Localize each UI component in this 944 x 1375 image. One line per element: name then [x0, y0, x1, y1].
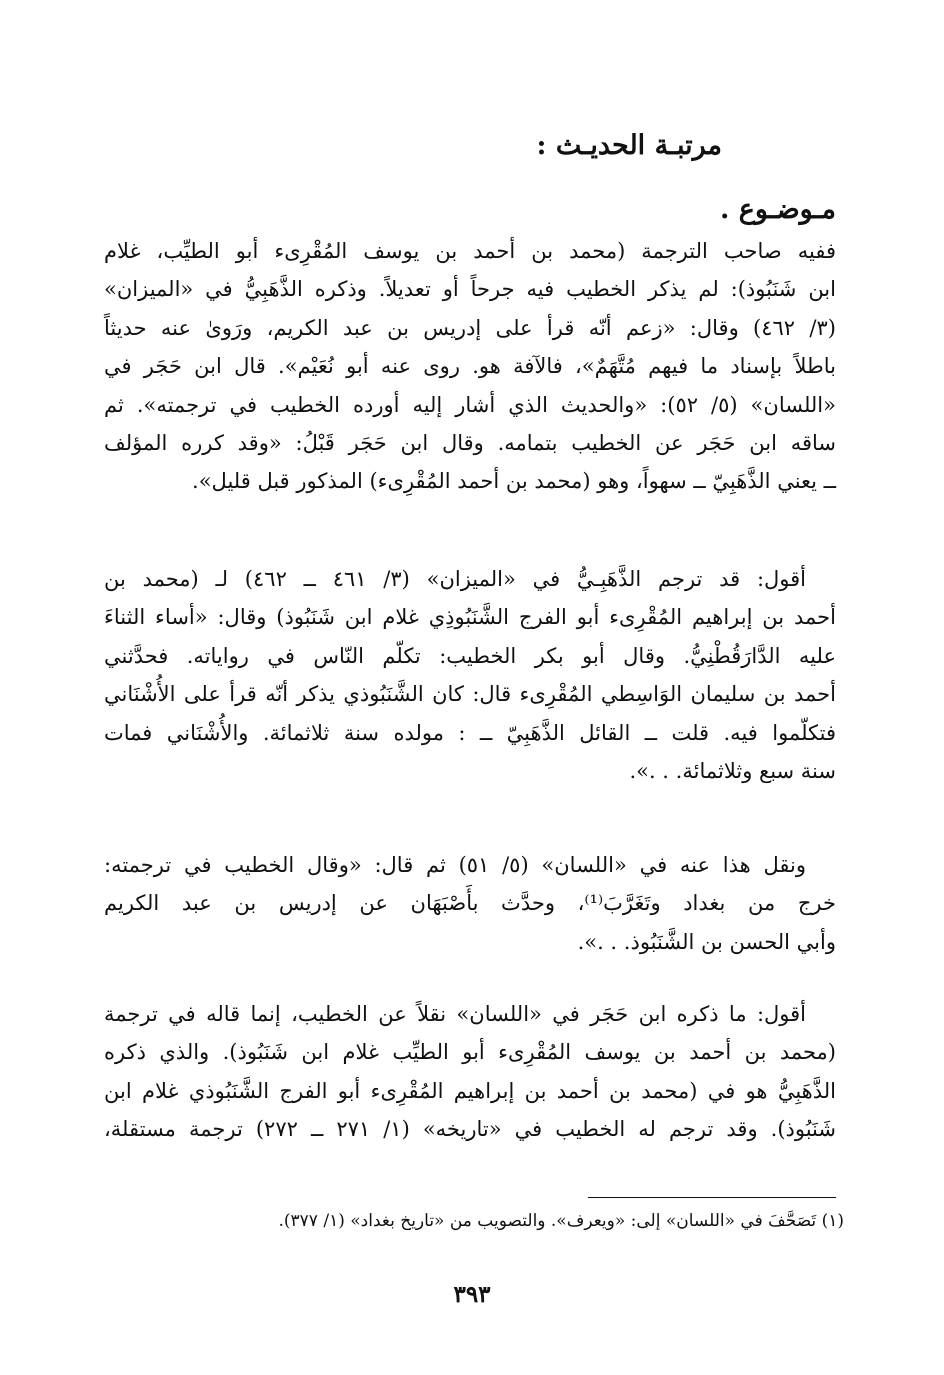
hadith-verdict: مـوضـوع . — [719, 194, 836, 225]
paragraph-3 — [104, 846, 836, 961]
text-line: أقول: قد ترجم الذَّهَبِـيُّ في «الميزان» (٣/ ٤٦١ ــ ٤٦٢) لـ (محمد بن — [104, 567, 807, 591]
text-line: (محمد بن أحمد بن يوسف المُقْرِىء أبو الطيِّب غلام ابن شَنَبُوذ). والذي ذكره — [104, 1040, 836, 1065]
text-line: فتكلّموا فيه. قلت ــ القائل الذَّهَبِيّ ــ : مولده سنة ثلاثمائة. والأُشْنَاني فمات — [104, 720, 836, 745]
paragraph-1 — [104, 232, 836, 501]
paragraph-4 — [104, 995, 836, 1149]
text-line: ــ يعني الذَّهَبِيّ ــ سهواً، وهو (محمد بن أحمد المُقْرِىء) المذكور قبل قليل». — [192, 469, 836, 494]
footnote-separator — [588, 1197, 836, 1198]
text-line: ساقه ابن حَجَر عن الخطيب بتمامه. وقال ابن حَجَر قَبْلُ: «وقد كرره المؤلف — [104, 431, 836, 456]
section-heading: مرتبـة الحديـث : — [536, 130, 722, 161]
text-line: أحمد بن إبراهيم المُقْرِىء أبو الفرج الشَّنَبُوذِي غلام ابن شَنَبُوذ) وقال: «أساء الثناءَ — [104, 605, 836, 630]
text-line: شَنَبُوذ). وقد ترجم له الخطيب في «تاريخه» (١/ ٢٧١ ــ ٢٧٢) ترجمة مستقلة، — [104, 1117, 836, 1142]
page-number: ٣٩٣ — [453, 1281, 491, 1308]
footnote: (١) تَصَحَّفَ في «اللسان» إلى: «ويعرف». والتصويب من «تاريخ بغداد» (١/ ٣٧٧). — [278, 1211, 844, 1231]
text-line: ونقل هذا عنه في «اللسان» (٥/ ٥١) ثم قال: «وقال الخطيب في ترجمته: — [104, 853, 806, 877]
text-line: خرج من بغداد وتَغَرَّبَ⁽¹⁾، وحدَّث بأَصْبَهَان عن إدريس بن عبد الكريم — [104, 891, 836, 916]
paragraph-2 — [104, 560, 836, 790]
text-line: سنة سبع وثلاثمائة. . .». — [629, 759, 836, 784]
text-line: باطلاً بإسناد ما فيهم مُتَّهَمٌ»، فالآفة هو. روى عنه أبو نُعَيْم». قال ابن حَجَر في — [104, 354, 836, 379]
text-line: عليه الدَّارَقُطْنِيُّ. وقال أبو بكر الخطيب: تكلّم النّاس في رواياته. فحدَّثني — [104, 643, 836, 668]
text-line: أحمد بن سليمان الوَاسِطي المُقْرِىء قال: كان الشَّنَبُوذي يذكر أنّه قرأ على الأُشْنَاني — [104, 682, 836, 707]
text-line: (٣/ ٤٦٢) وقال: «زعم أنّه قرأ على إدريس بن عبد الكريم، ورَوىٰ عنه حديثاً — [104, 315, 836, 340]
text-line: وأبي الحسن بن الشَّنَبُوذ. . .». — [577, 929, 836, 954]
text-line: أقول: ما ذكره ابن حَجَر في «اللسان» نقلاً عن الخطيب، إنما قاله في ترجمة — [104, 1002, 806, 1026]
text-line: ابن شَنَبُوذ): لم يذكر الخطيب فيه جرحاً أو تعديلاً. وذكره الذَّهَبِيُّ في «الميزان» — [104, 277, 836, 302]
text-line: الذَّهَبِيُّ هو في (محمد بن أحمد بن إبراهيم المُقْرِىء أبو الفرج الشَّنَبُوذي غلام ابن — [104, 1078, 836, 1103]
text-line: «اللسان» (٥/ ٥٢): «والحديث الذي أشار إليه أورده الخطيب في ترجمته». ثم — [104, 392, 836, 417]
text-line: ففيه صاحب الترجمة (محمد بن أحمد بن يوسف المُقْرِىء أبو الطيِّب، غلام — [104, 239, 836, 263]
